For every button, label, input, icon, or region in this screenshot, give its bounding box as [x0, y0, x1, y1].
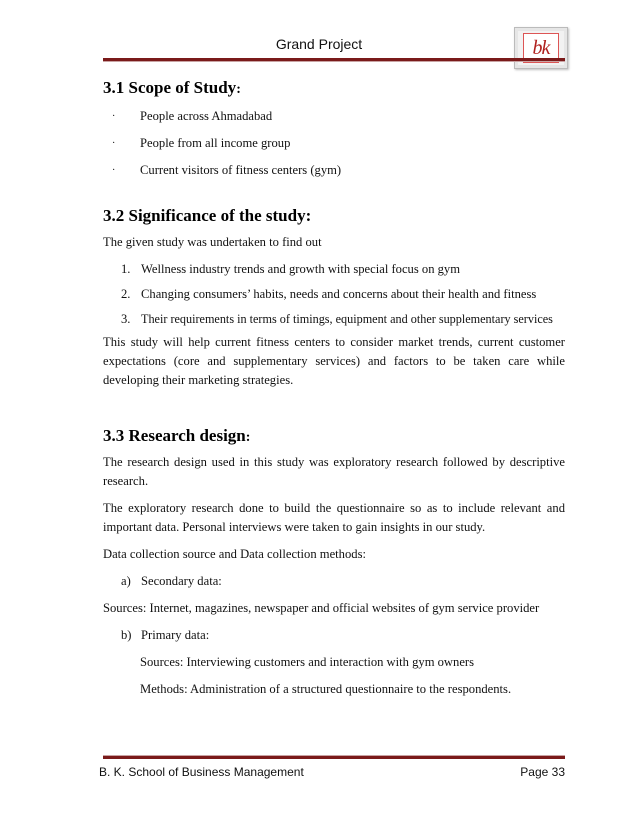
footer-page-number: Page 33: [520, 765, 565, 779]
scope-heading: [103, 78, 565, 98]
research-paragraph-2: The exploratory research done to build the questionnaire so as to include relevant and important data. Personal interviews were taken to gain insights in our study.: [103, 501, 565, 534]
significance-heading: 3.2 Significance of the study:: [103, 206, 312, 225]
significance-intro: The given study was undertaken to find out: [103, 235, 322, 249]
primary-data-item: [103, 626, 565, 645]
list-number: 3.: [121, 312, 131, 326]
research-heading-colon: :: [245, 430, 251, 445]
footer-school-name: B. K. School of Business Management: [99, 765, 304, 779]
list-letter: b): [121, 628, 132, 642]
bullet-icon: ·: [112, 138, 116, 149]
secondary-data-item: [103, 572, 565, 591]
scope-item-text: Current visitors of fitness centers (gym): [140, 163, 342, 177]
list-item: [103, 285, 565, 304]
header-title: Grand Project: [275, 36, 363, 52]
significance-conclusion: This study will help current fitness centers to consider market trends, current customer expectations (core and supplementary services) and factors to be taken care while developing their marketing strategies.: [103, 335, 565, 387]
list-item: [103, 161, 565, 180]
significance-list: [103, 260, 565, 329]
significance-item-text: Changing consumers’ habits, needs and concerns about their health and fitness: [141, 287, 537, 301]
scope-list: [103, 107, 565, 180]
list-number: 1.: [121, 262, 131, 276]
scope-item-text: People across Ahmadabad: [140, 109, 273, 123]
list-item: [103, 310, 565, 329]
research-paragraph-1: The research design used in this study was exploratory research followed by descriptive research.: [103, 455, 565, 488]
primary-sources: Sources: Interviewing customers and interaction with gym owners: [140, 655, 475, 669]
footer-rule: [103, 755, 565, 759]
page-content: [103, 76, 565, 699]
school-logo: [514, 27, 568, 69]
list-letter: a): [121, 574, 131, 588]
list-item: [103, 134, 565, 153]
significance-item-text: Wellness industry trends and growth with special focus on gym: [141, 262, 461, 276]
list-number: 2.: [121, 287, 131, 301]
primary-data-label: Primary data:: [141, 628, 210, 642]
secondary-data-label: Secondary data:: [141, 574, 222, 588]
scope-heading-text: 3.1 Scope of Study: [103, 78, 237, 97]
school-logo-mark: bk: [523, 33, 559, 63]
bullet-icon: ·: [112, 165, 116, 176]
research-heading: [103, 426, 565, 446]
bullet-icon: ·: [112, 111, 116, 122]
research-paragraph-3: Data collection source and Data collection methods:: [103, 547, 366, 561]
header-rule: [103, 58, 565, 62]
secondary-sources: Sources: Internet, magazines, newspaper and official websites of gym service provider: [103, 601, 540, 615]
scope-heading-colon: :: [236, 82, 241, 97]
research-heading-text: 3.3 Research design: [103, 426, 246, 445]
scope-item-text: People from all income group: [140, 136, 291, 150]
list-item: [103, 107, 565, 126]
list-item: [103, 260, 565, 279]
primary-methods: Methods: Administration of a structured questionnaire to the respondents.: [140, 682, 512, 696]
significance-item-text: Their requirements in terms of timings, equipment and other supplementary services: [141, 312, 553, 326]
